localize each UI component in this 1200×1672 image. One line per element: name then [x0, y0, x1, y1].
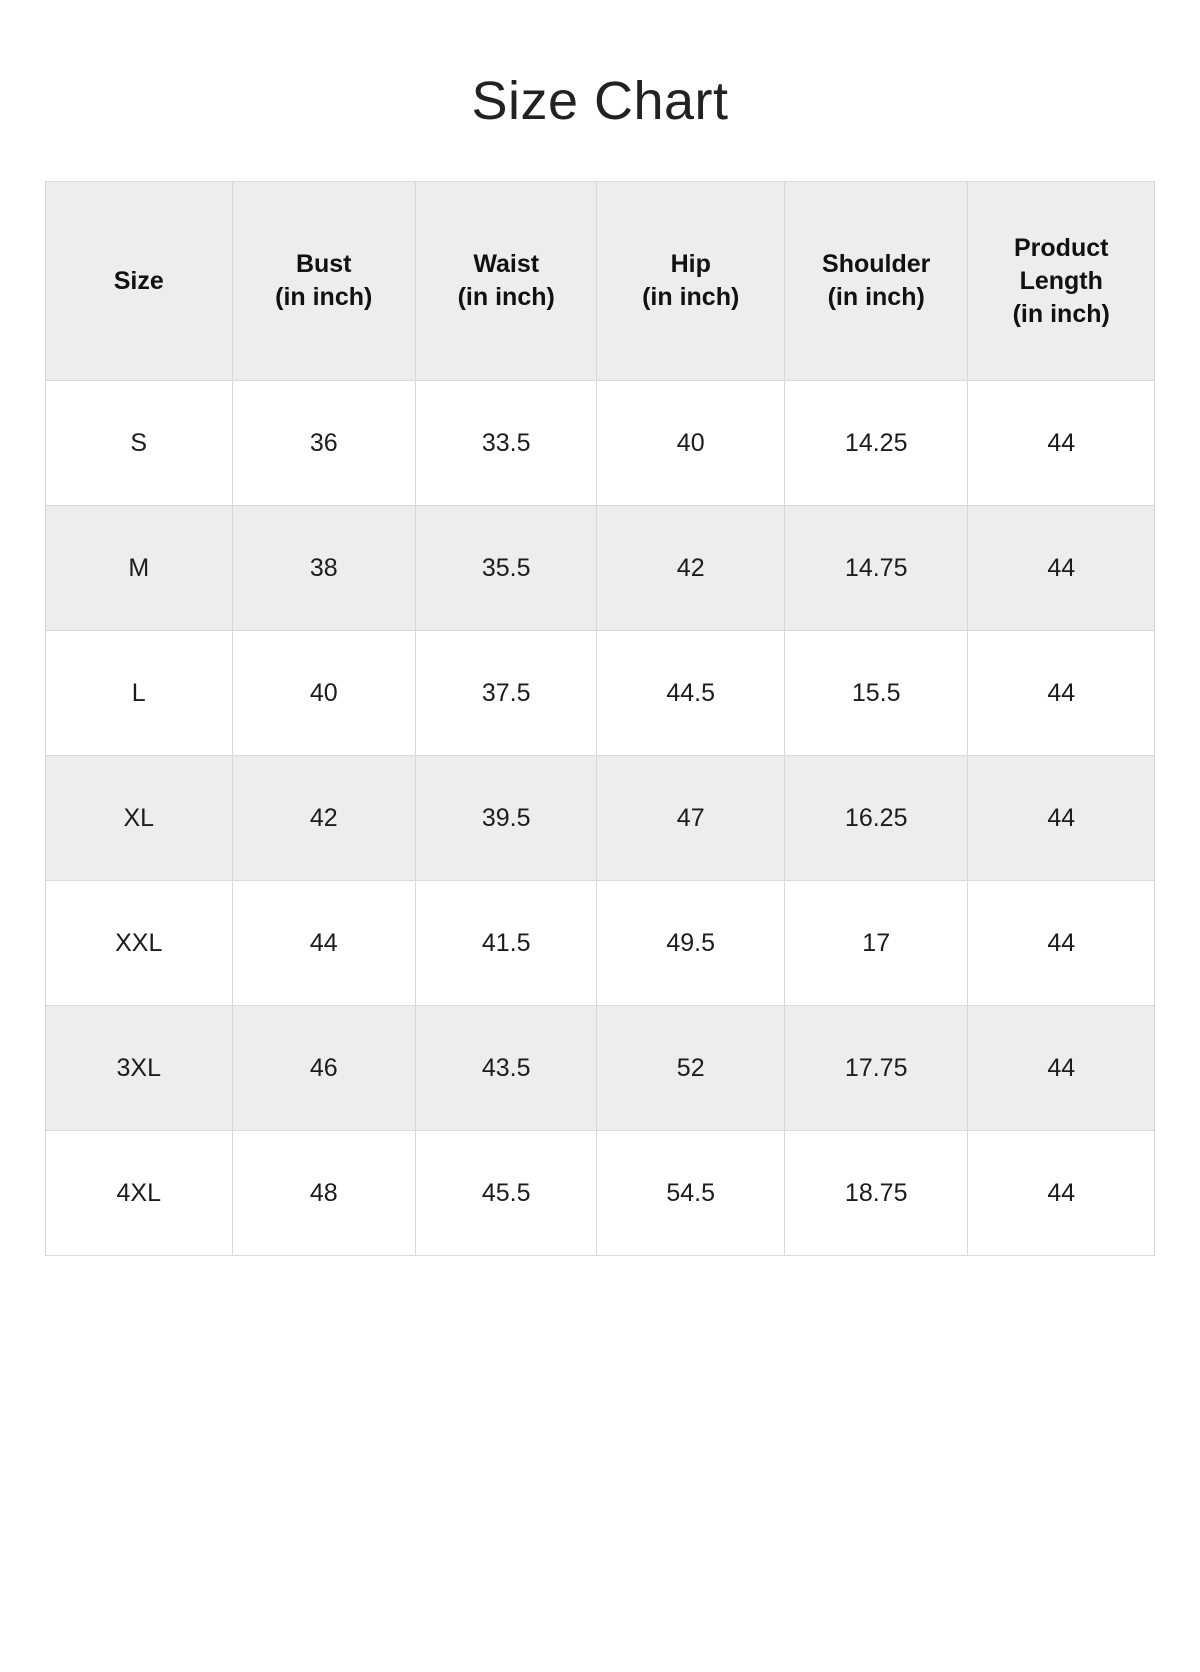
cell-product-length: 44	[968, 631, 1155, 756]
cell-size: XXL	[46, 881, 233, 1006]
table-header-row	[46, 182, 1155, 381]
page-title: Size Chart	[471, 71, 729, 131]
cell-hip: 49.5	[597, 881, 785, 1006]
cell-size: 3XL	[46, 1006, 233, 1131]
column-header-hip-label: Hip	[670, 250, 711, 279]
column-header-bust-label: Bust	[295, 250, 352, 279]
column-header-waist-label: Waist	[473, 250, 540, 279]
column-header-bust	[232, 182, 415, 381]
cell-hip: 42	[597, 506, 785, 631]
column-header-waist	[415, 182, 596, 381]
cell-product-length: 44	[968, 756, 1155, 881]
size-chart-table	[45, 181, 1155, 1256]
cell-bust: 36	[232, 381, 415, 506]
column-header-shoulder-unit: (in inch)	[827, 283, 925, 312]
column-header-product-length-unit: (in inch)	[1012, 299, 1110, 328]
cell-bust: 44	[232, 881, 415, 1006]
cell-hip: 44.5	[597, 631, 785, 756]
cell-hip: 52	[597, 1006, 785, 1131]
cell-product-length: 44	[968, 881, 1155, 1006]
cell-size: XL	[46, 756, 233, 881]
cell-hip: 47	[597, 756, 785, 881]
cell-waist: 33.5	[415, 381, 596, 506]
column-header-hip-unit: (in inch)	[642, 283, 740, 312]
cell-waist: 45.5	[415, 1131, 596, 1256]
cell-waist: 43.5	[415, 1006, 596, 1131]
cell-bust: 40	[232, 631, 415, 756]
table-row	[46, 1006, 1155, 1131]
cell-shoulder: 14.75	[784, 506, 967, 631]
cell-waist: 41.5	[415, 881, 596, 1006]
size-chart-table-wrapper	[45, 181, 1155, 1256]
cell-product-length: 44	[968, 506, 1155, 631]
cell-hip: 40	[597, 381, 785, 506]
column-header-size	[46, 182, 233, 381]
cell-bust: 48	[232, 1131, 415, 1256]
cell-size: 4XL	[46, 1131, 233, 1256]
column-header-product-length-label: Product Length	[1014, 233, 1109, 295]
cell-bust: 42	[232, 756, 415, 881]
cell-product-length: 44	[968, 1006, 1155, 1131]
table-row	[46, 381, 1155, 506]
table-row	[46, 1131, 1155, 1256]
cell-shoulder: 15.5	[784, 631, 967, 756]
table-row	[46, 631, 1155, 756]
cell-shoulder: 17.75	[784, 1006, 967, 1131]
cell-product-length: 44	[968, 381, 1155, 506]
table-row	[46, 881, 1155, 1006]
table-row	[46, 506, 1155, 631]
cell-shoulder: 18.75	[784, 1131, 967, 1256]
table-header	[46, 182, 1155, 381]
table-body	[46, 381, 1155, 1256]
cell-shoulder: 17	[784, 881, 967, 1006]
column-header-size-label: Size	[113, 266, 164, 295]
column-header-shoulder-label: Shoulder	[822, 250, 931, 279]
table-row	[46, 756, 1155, 881]
cell-shoulder: 14.25	[784, 381, 967, 506]
cell-waist: 35.5	[415, 506, 596, 631]
cell-waist: 39.5	[415, 756, 596, 881]
cell-size: L	[46, 631, 233, 756]
column-header-hip	[597, 182, 785, 381]
column-header-shoulder	[784, 182, 967, 381]
cell-shoulder: 16.25	[784, 756, 967, 881]
cell-waist: 37.5	[415, 631, 596, 756]
cell-size: S	[46, 381, 233, 506]
cell-bust: 38	[232, 506, 415, 631]
cell-product-length: 44	[968, 1131, 1155, 1256]
column-header-product-length	[968, 182, 1155, 381]
cell-hip: 54.5	[597, 1131, 785, 1256]
cell-bust: 46	[232, 1006, 415, 1131]
column-header-bust-unit: (in inch)	[275, 283, 373, 312]
column-header-waist-unit: (in inch)	[457, 283, 555, 312]
size-chart-page	[0, 72, 1200, 1672]
cell-size: M	[46, 506, 233, 631]
